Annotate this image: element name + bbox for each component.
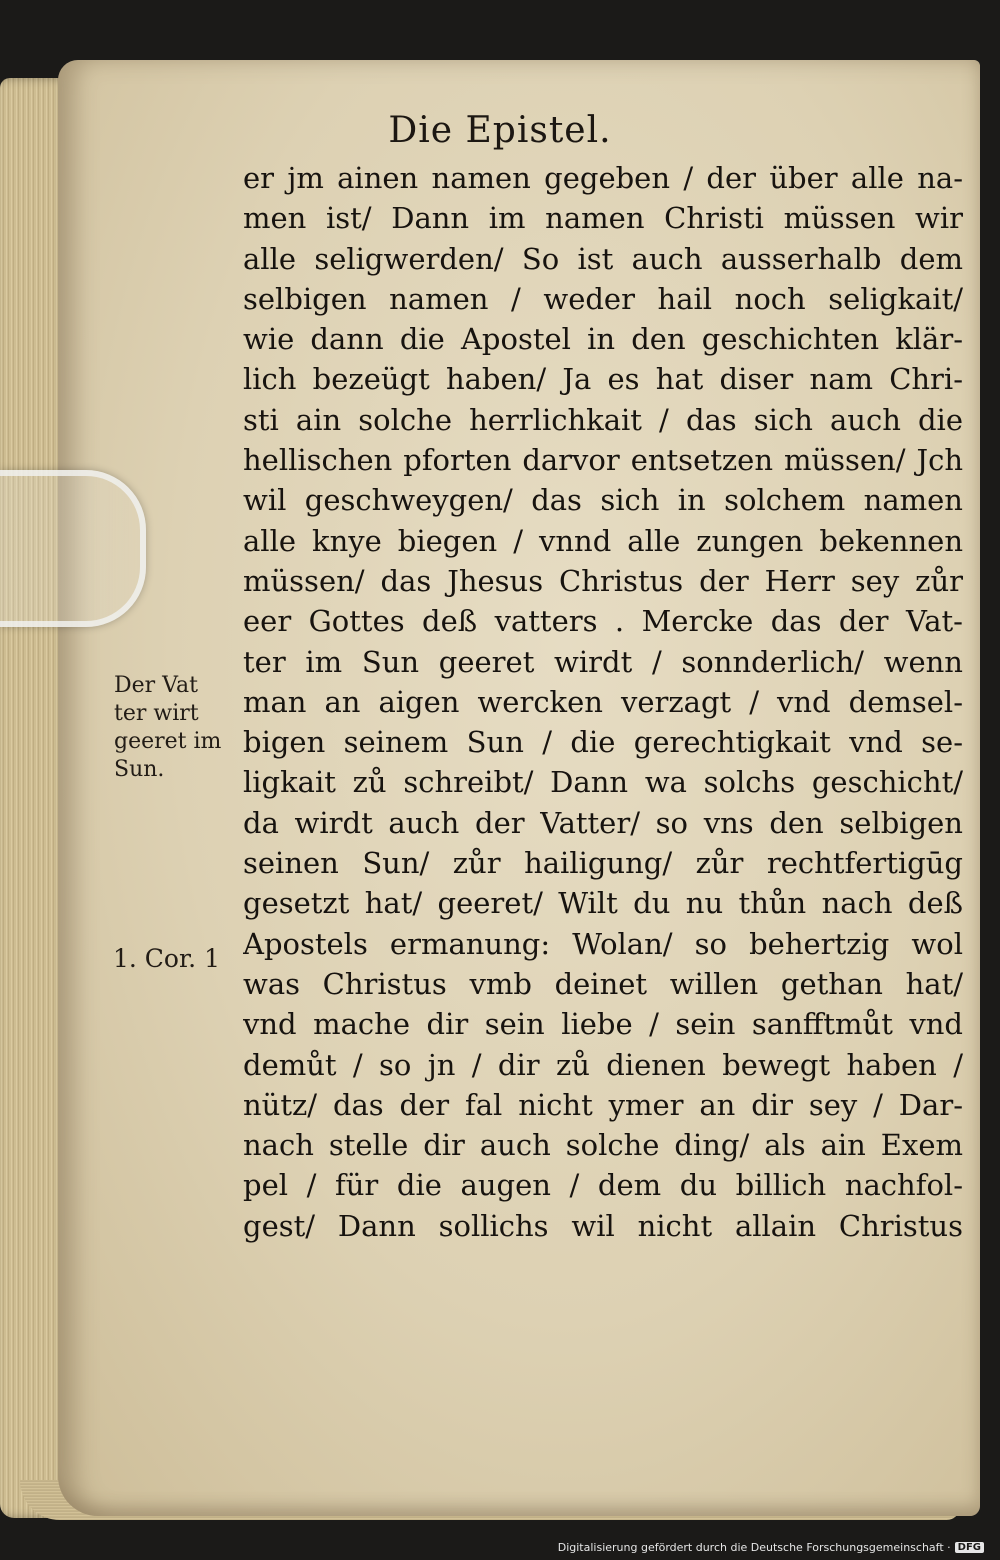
dfg-logo: DFG (955, 1542, 984, 1553)
text-line: eer Gottes deß vatters . Mercke das der Vat- (243, 604, 963, 639)
text-line: bigen seinem Sun / die gerechtigkait vnd se- (243, 725, 963, 760)
text-line: men ist/ Dann im namen Christi müssen wir (243, 201, 963, 236)
margin-note-line: geeret im (114, 729, 222, 754)
text-line: pel / für die augen / dem du billich nachfol- (243, 1168, 963, 1203)
margin-note-line: Der Vat (114, 673, 198, 698)
text-line: selbigen namen / weder hail noch seligkait/ (243, 281, 963, 316)
text-line: sti ain solche herrlichkait / das sich auch die (243, 402, 963, 437)
text-line: er jm ainen namen gegeben / der über alle na- (243, 161, 963, 195)
text-line: nütz/ das der fal nicht ymer an dir sey / Dar- (243, 1087, 963, 1122)
text-line: alle seligwerden/ So ist auch ausserhalb dem (243, 241, 963, 276)
text-line: Apostels ermanung: Wolan/ so behertzig wol (243, 926, 963, 961)
text-line: vnd mache dir sein liebe / sein sanfftmůt vnd (243, 1007, 963, 1042)
text-line: hellischen pforten darvor entsetzen müssen/ Jch (243, 443, 963, 478)
text-line: alle knye biegen / vnnd alle zungen bekennen (243, 523, 963, 558)
running-head: Die Epistel. (388, 110, 612, 151)
text-line: was Christus vmb deinet willen gethan hat/ (243, 966, 963, 1001)
text-line: gest/ Dann sollichs wil nicht allain Christus (243, 1208, 963, 1243)
text-line: müssen/ das Jhesus Christus der Herr sey zůr (243, 563, 963, 598)
text-line: gesetzt hat/ geeret/ Wilt du nu thůn nach deß (243, 886, 963, 921)
body-text (243, 158, 963, 1246)
text-line: wie dann die Apostel in den geschichten klär- (243, 322, 963, 357)
digitization-credit (558, 1541, 984, 1554)
text-line: wil geschweygen/ das sich in solchem namen (243, 483, 963, 518)
margin-note-line: ter wirt (114, 701, 199, 726)
margin-reference: 1. Cor. 1 (113, 944, 220, 973)
margin-note-line: Sun. (114, 757, 165, 782)
text-line: seinen Sun/ zůr hailigung/ zůr rechtfertigūg (243, 846, 963, 881)
margin-note (114, 672, 242, 784)
text-line: man an aigen wercken verzagt / vnd demsel- (243, 684, 963, 719)
text-line: demůt / so jn / dir zů dienen bewegt haben / (243, 1047, 963, 1082)
credit-text: Digitalisierung gefördert durch die Deutsche Forschungsgemeinschaft · (557, 1541, 951, 1554)
text-line: ter im Sun geeret wirdt / sonnderlich/ wenn (243, 644, 963, 679)
text-line: ligkait zů schreibt/ Dann wa solchs geschicht/ (243, 765, 963, 800)
text-line: lich bezeügt haben/ Ja es hat diser nam Chri- (243, 362, 963, 397)
page-clip (0, 470, 146, 627)
text-line: nach stelle dir auch solche ding/ als ain Exem (243, 1128, 963, 1163)
text-line: da wirdt auch der Vatter/ so vns den selbigen (243, 805, 963, 840)
